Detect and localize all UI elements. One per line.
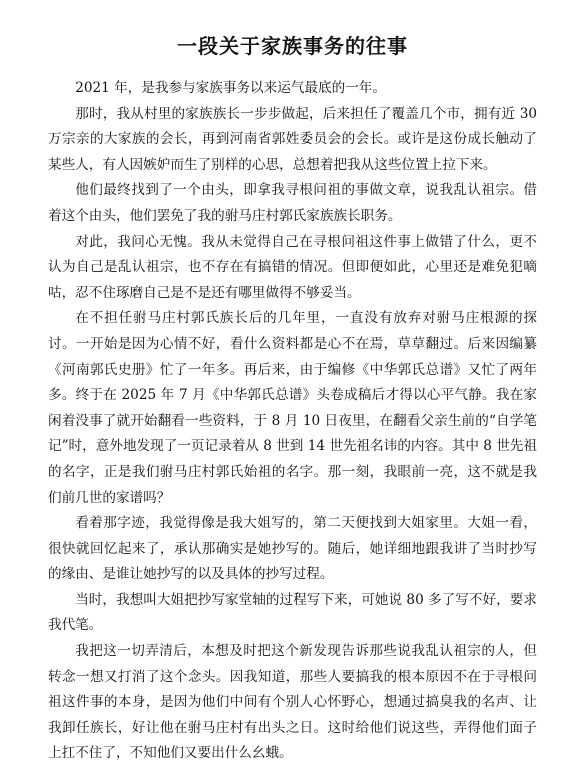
paragraph: 那时，我从村里的家族族长一步步做起，后来担任了覆盖几个市，拥有近 30 万宗亲的大家族的会长，再到河南省郭姓委员会的会长。或许是这份成长触动了某些人，有人因嫉妒而生了别样的心思，总想着把我从这些位置上拉下来。 [48, 105, 537, 173]
paragraph: 在不担任驸马庄村郭氏族长后的几年里，一直没有放弃对驸马庄根源的探讨。一开始是因为心情不好，看什么资料都是心不在焉，草草翻过。后来因编纂《河南郭氏史册》忙了一年多。再后来，由于编修《中华郭氏总谱》又忙了两年多。终于在 2025 年 7 月《中华郭氏总谱》头卷成稿后才得以心平气静。我在家闲着没事了就开始翻看一些资料，于 8 月 10 日夜里，在翻看父亲生前的“自学笔记”时，意外地发现了一页记录着从 8 世到 14 世先祖名讳的内容。其中 8 世先祖的名字，正是我们驸马庄村郭氏始祖的名字。那一刻，我眼前一亮，这不就是我们前几世的家谱吗？ [48, 310, 537, 506]
paragraph: 2021 年，是我参与家族事务以来运气最底的一年。 [75, 80, 386, 96]
paragraph: 我把这一切弄清后，本想及时把这个新发现告诉那些说我乱认祖宗的人，但转念一想又打消了这个念头。因我知道，那些人要搞我的根本原因不在于寻根问祖这件事的本身，是因为他们中间有个别人心怀野心，想通过搞臭我的名声、让我卸任族长，好让他在驸马庄村有出头之日。这时给他们说这些，弄得他们面子上扛不住了，不知他们又要出什么幺蛾。 [48, 643, 537, 762]
document-title: 一段关于家族事务的往事 [177, 34, 408, 58]
paragraph: 看着那字迹，我觉得像是我大姐写的，第二天便找到大姐家里。大姐一看，很快就回忆起来了，承认那确实是她抄写的。随后，她详细地跟我讲了当时抄写的缘由、是谁让她抄写的以及具体的抄写过程。 [48, 515, 537, 583]
paragraph: 对此，我问心无愧。我从未觉得自己在寻根问祖这件事上做错了什么，更不认为自己是乱认祖宗，也不存在有搞错的情况。但即便如此，心里还是难免犯嘀咕，忍不住琢磨自己是不是还有哪里做得不够妥当。 [48, 233, 537, 301]
paragraph: 当时，我想叫大姐把抄写家堂轴的过程写下来，可她说 80 多了写不好，要求我代笔。 [48, 591, 537, 634]
document-body [48, 76, 537, 767]
paragraph: 他们最终找到了一个由头，即拿我寻根问祖的事做文章，说我乱认祖宗。借着这个由头，他们罢免了我的驸马庄村郭氏家族族长职务。 [48, 182, 537, 224]
